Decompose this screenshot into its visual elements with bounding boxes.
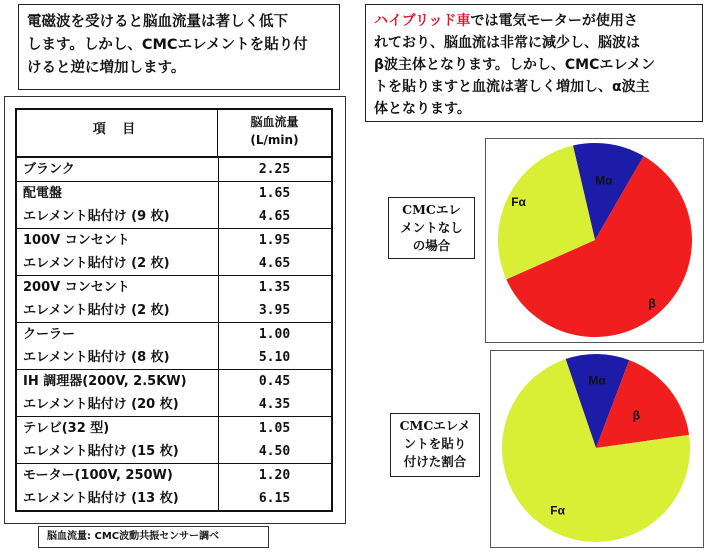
- row-label: 100V コンセント: [23, 233, 130, 248]
- row-value: 4.50: [258, 444, 291, 459]
- table-row: [17, 323, 331, 346]
- row-value: 1.35: [258, 280, 291, 295]
- row-label: エレメント貼付け (13 枚): [23, 491, 179, 506]
- table-row: [17, 440, 331, 463]
- row-value: 1.65: [258, 186, 291, 201]
- row-label: エレメント貼付け (2 枚): [23, 256, 170, 271]
- caption-1-line-3: の場合: [412, 238, 451, 253]
- table-row: [17, 417, 331, 440]
- table-group: [17, 158, 331, 182]
- row-label: テレビ(32 型): [23, 421, 110, 436]
- header-item: [17, 110, 218, 156]
- note-left: [18, 4, 340, 90]
- pie-chart-with-element: [491, 351, 702, 546]
- row-label: エレメント貼付け (15 枚): [23, 444, 179, 459]
- row-value: 5.10: [258, 350, 291, 365]
- table-row: [17, 276, 331, 299]
- header-value-line-1: 脳血流量: [250, 115, 299, 129]
- table-group: [17, 370, 331, 417]
- note-right: [365, 4, 703, 122]
- row-label: クーラー: [23, 327, 76, 342]
- row-label: エレメント貼付け (2 枚): [23, 303, 170, 318]
- row-value: 2.25: [258, 162, 291, 177]
- note-left-line-3: けると逆に増加します。: [27, 60, 186, 76]
- table-row: [17, 158, 331, 181]
- row-label: ブランク: [23, 162, 75, 177]
- row-value: 0.45: [258, 374, 291, 389]
- caption-2-line-3: 付けた割合: [403, 454, 467, 469]
- note-right-line-2: れており、脳血流は非常に減少し、脳波は: [374, 35, 640, 51]
- pie-slice-label: Fα: [511, 194, 526, 209]
- table-group: [17, 182, 331, 229]
- table-row: [17, 182, 331, 205]
- table-group: [17, 464, 331, 511]
- caption-1-line-2: メントなし: [400, 220, 463, 235]
- blood-flow-table: [15, 108, 333, 512]
- pie-frame-without-element: [485, 138, 704, 343]
- caption-1-line-1: CMCエレ: [402, 202, 461, 217]
- table-frame: [4, 96, 346, 524]
- caption-2-line-2: ントを貼り: [403, 436, 467, 451]
- row-value: 1.95: [258, 233, 291, 248]
- row-label: 200V コンセント: [23, 280, 130, 295]
- note-right-line-1-rest: では電気モーターが使用さ: [470, 13, 638, 29]
- pie-slice-label: β: [648, 296, 656, 311]
- table-header: [17, 110, 331, 158]
- row-label: エレメント貼付け (9 枚): [23, 209, 170, 224]
- row-value: 4.65: [258, 209, 291, 224]
- row-value: 6.15: [258, 491, 291, 506]
- pie-slice-label: β: [632, 408, 641, 423]
- note-left-line-2: します。しかし、CMCエレメントを貼り付: [27, 37, 308, 53]
- table-row: [17, 370, 331, 393]
- row-label: エレメント貼付け (20 枚): [23, 397, 179, 412]
- row-label: エレメント貼付け (8 枚): [23, 350, 170, 365]
- table-row: [17, 229, 331, 252]
- note-right-highlight: ハイブリッド車: [374, 13, 471, 29]
- header-value: [218, 110, 331, 156]
- row-value: 4.35: [258, 397, 291, 412]
- pie-slice-label: Fα: [550, 503, 566, 518]
- row-value: 1.00: [258, 327, 291, 342]
- table-group: [17, 276, 331, 323]
- table-row: [17, 205, 331, 228]
- caption-without-element: [388, 197, 475, 259]
- header-item-label: 項 目: [92, 122, 142, 137]
- caption-2-line-1: CMCエレメ: [399, 418, 471, 433]
- table-row: [17, 393, 331, 416]
- row-value: 3.95: [258, 303, 291, 318]
- table-group: [17, 417, 331, 464]
- pie-chart-without-element: [486, 139, 702, 341]
- table-row: [17, 487, 331, 510]
- table-row: [17, 299, 331, 322]
- caption-with-element: [390, 413, 480, 477]
- row-value: 4.65: [258, 256, 291, 271]
- table-group: [17, 229, 331, 276]
- row-value: 1.05: [258, 421, 291, 436]
- table-row: [17, 464, 331, 487]
- row-label: 配電盤: [23, 186, 63, 201]
- row-value: 1.20: [258, 468, 291, 483]
- note-right-line-3: β波主体となります。しかし、CMCエレメン: [374, 57, 655, 73]
- table-row: [17, 252, 331, 275]
- row-label: IH 調理器(200V, 2.5KW): [23, 374, 187, 389]
- note-right-line-5: 体となります。: [374, 101, 471, 117]
- pie-slice-label: Mα: [588, 373, 606, 388]
- note-right-line-1: [374, 10, 694, 32]
- source-note: 脳血流量: CMC波動共振センサー調べ: [38, 526, 269, 548]
- pie-slice-label: Mα: [595, 173, 613, 188]
- header-value-line-2: (L/min): [250, 133, 299, 147]
- row-label: モーター(100V, 250W): [23, 468, 173, 483]
- pie-frame-with-element: [490, 350, 704, 548]
- table-row: [17, 346, 331, 369]
- note-left-line-1: 電磁波を受けると脳血流量は著しく低下: [27, 14, 288, 30]
- table-group: [17, 323, 331, 370]
- note-right-line-4: トを貼りますと血流は著しく増加し、α波主: [374, 79, 650, 95]
